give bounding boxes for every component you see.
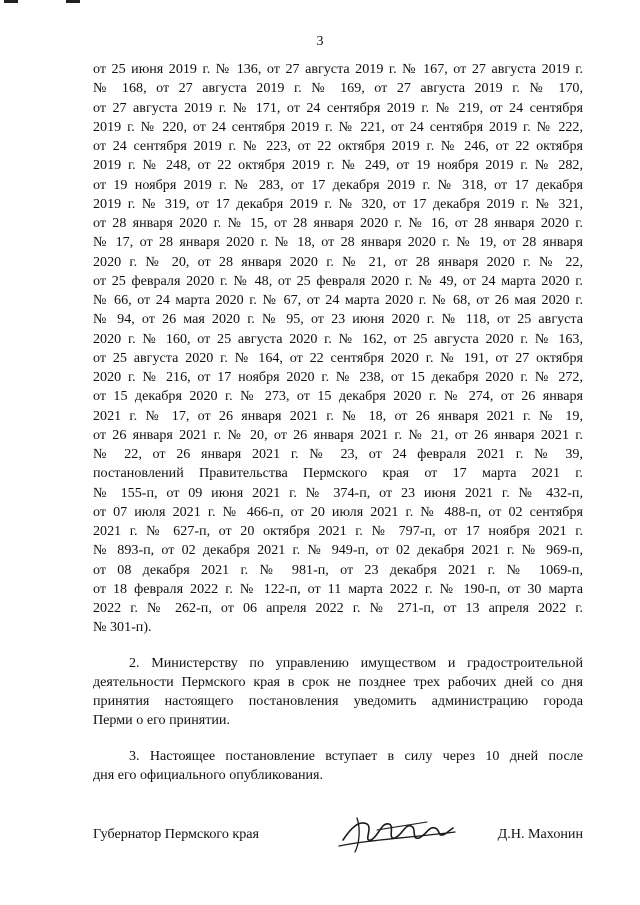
text-line: от 07 июля 2021 г. № 466-п, от 20 июля 2021 г. № 488-п, от 02 сентября: [93, 503, 583, 520]
text-line: № 17, от 28 января 2020 г. № 18, от 28 января 2020 г. № 19, от 28 января: [93, 234, 583, 251]
text-line: 2020 г. № 160, от 25 августа 2020 г. № 162, от 25 августа 2020 г. № 163,: [93, 330, 583, 347]
text-line: № 301-п).: [93, 619, 152, 636]
page-number: 3: [316, 34, 324, 49]
text-line: от 25 июня 2019 г. № 136, от 27 августа 2019 г. № 167, от 27 августа 2019 г.: [93, 61, 583, 77]
handwritten-signature-icon: [337, 810, 457, 856]
text-line: 2022 г. № 262-п, от 06 апреля 2022 г. № 271-п, от 13 апреля 2022 г.: [93, 600, 583, 616]
paragraph-3: [93, 747, 583, 786]
signature-block: [93, 820, 583, 860]
text-line: деятельности Пермского края в срок не позднее трех рабочих дней со дня: [93, 673, 583, 690]
text-line: 2021 г. № 627-п, от 20 октября 2021 г. № 797-п, от 17 ноября 2021 г.: [93, 523, 583, 539]
text-line: от 26 января 2021 г. № 20, от 26 января 2021 г. № 21, от 26 января 2021 г.: [93, 426, 583, 443]
text-line: 2. Министерству по управлению имуществом и градостроительной: [129, 654, 583, 671]
text-line: от 18 февраля 2022 г. № 122-п, от 11 марта 2022 г. № 190-п, от 30 марта: [93, 580, 583, 597]
text-line: 2021 г. № 17, от 26 января 2021 г. № 18, от 26 января 2021 г. № 19,: [93, 407, 583, 424]
text-line: от 28 января 2020 г. № 15, от 28 января 2020 г. № 16, от 28 января 2020 г.: [93, 215, 583, 231]
text-line: № 94, от 26 мая 2020 г. № 95, от 23 июня 2020 г. № 118, от 25 августа: [93, 311, 583, 328]
scan-corner-mark-left: [4, 0, 18, 3]
text-line: 2019 г. № 220, от 24 сентября 2019 г. № 221, от 24 сентября 2019 г. № 222,: [93, 118, 583, 135]
text-line: 3. Настоящее постановление вступает в силу через 10 дней после: [129, 747, 583, 764]
text-line: от 19 ноября 2019 г. № 283, от 17 декабря 2019 г. № 318, от 17 декабря: [93, 176, 583, 193]
text-line: № 168, от 27 августа 2019 г. № 169, от 27 августа 2019 г. № 170,: [93, 80, 583, 97]
text-line: от 25 февраля 2020 г. № 48, от 25 февраля 2020 г. № 49, от 24 марта 2020 г.: [93, 272, 583, 289]
text-line: № 893-п, от 02 декабря 2021 г. № 949-п, от 02 декабря 2021 г. № 969-п,: [93, 542, 583, 559]
signatory-title: Губернатор Пермского края: [93, 826, 260, 842]
text-line: принятия настоящего постановления уведомить администрацию города: [93, 693, 583, 709]
text-line: Перми о его принятии.: [93, 712, 231, 729]
text-line: дня его официального опубликования.: [93, 766, 324, 783]
scan-corner-mark-mid: [66, 0, 80, 3]
text-line: 2019 г. № 248, от 22 октября 2019 г. № 249, от 19 ноября 2019 г. № 282,: [93, 157, 583, 174]
text-line: от 08 декабря 2021 г. № 981-п, от 23 декабря 2021 г. № 1069-п,: [93, 561, 583, 578]
text-line: от 24 сентября 2019 г. № 223, от 22 октября 2019 г. № 246, от 22 октября: [93, 138, 583, 154]
text-line: 2020 г. № 20, от 28 января 2020 г. № 21, от 28 января 2020 г. № 22,: [93, 253, 583, 270]
text-line: 2019 г. № 319, от 17 декабря 2019 г. № 320, от 17 декабря 2019 г. № 321,: [93, 195, 583, 212]
paragraph-2: [93, 654, 583, 731]
text-line: № 155-п, от 09 июня 2021 г. № 374-п, от 23 июня 2021 г. № 432-п,: [93, 484, 583, 501]
text-line: от 15 декабря 2020 г. № 273, от 15 декабря 2020 г. № 274, от 26 января: [93, 388, 583, 405]
paragraph-1: [93, 60, 583, 638]
signatory-name: Д.Н. Махонин: [497, 826, 583, 842]
text-line: № 22, от 26 января 2021 г. № 23, от 24 февраля 2021 г. № 39,: [93, 446, 583, 462]
text-line: 2020 г. № 216, от 17 ноября 2020 г. № 238, от 15 декабря 2020 г. № 272,: [93, 369, 583, 385]
document-body: [93, 60, 583, 785]
text-line: от 25 августа 2020 г. № 164, от 22 сентября 2020 г. № 191, от 27 октября: [93, 349, 583, 366]
text-line: от 27 августа 2019 г. № 171, от 24 сентября 2019 г. № 219, от 24 сентября: [93, 99, 583, 116]
text-line: № 66, от 24 марта 2020 г. № 67, от 24 марта 2020 г. № 68, от 26 мая 2020 г.: [93, 292, 583, 308]
text-line: постановлений Правительства Пермского края от 17 марта 2021 г.: [93, 465, 583, 482]
